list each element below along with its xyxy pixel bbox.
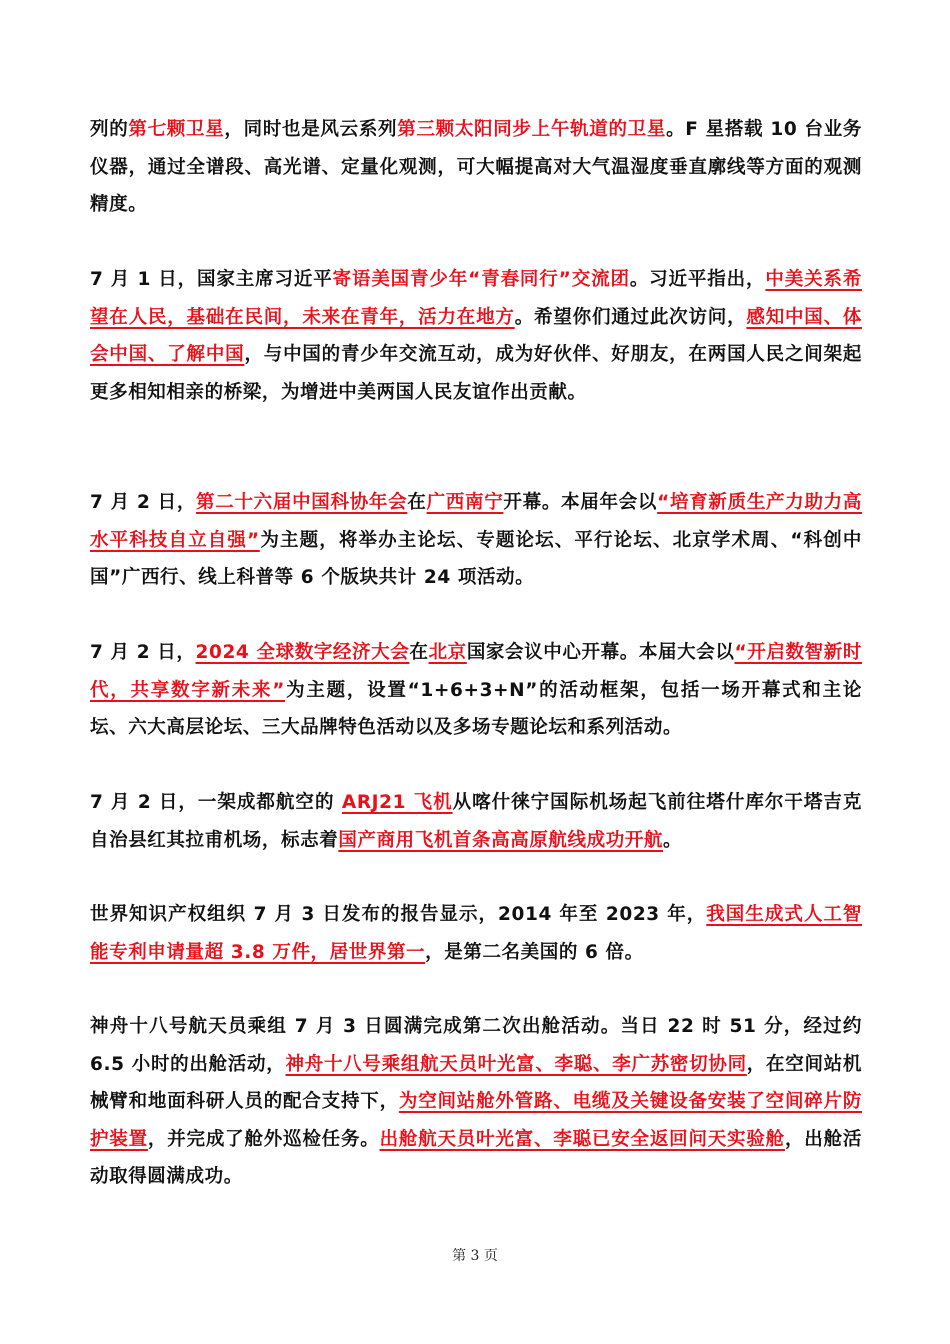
highlighted-text: “培育新质生产力助力高水平科技自立自强” <box>90 492 862 551</box>
highlighted-text: 2024 全球数字经济大会 <box>195 642 410 663</box>
text-segment: 神舟十八号航天员乘组 7 月 3 日圆满完成第二次出舱活动。当日 22 时 51 分，经过约 6.5 小时的出舱活动， <box>90 1016 862 1075</box>
text-segment: ，出舱活动取得圆满成功。 <box>90 1128 862 1187</box>
text-segment: 7 月 2 日， <box>90 642 196 663</box>
text-segment: 国家会议中心开幕。本届大会以 <box>466 642 735 663</box>
text-segment: ，是第二名美国的 6 倍。 <box>425 941 644 963</box>
highlighted-text: 第七颗卫星 <box>128 119 225 140</box>
highlighted-text: 中美关系希望在人民，基础在民间，未来在青年，活力在地方 <box>90 269 862 328</box>
text-segment: ，同时也是风云系列 <box>224 119 398 140</box>
text-segment: 7 月 2 日， <box>90 492 197 513</box>
highlighted-text: “开启数智新时代，共享数字新未来” <box>90 642 863 701</box>
highlighted-text: 国产商用飞机首条高高原航线成功开航 <box>338 829 664 851</box>
text-segment: 列的 <box>90 119 129 140</box>
text-segment: 在 <box>409 642 429 663</box>
paragraph-shenzhou-eva <box>90 1008 862 1196</box>
highlighted-text: 寄语美国青少年“青春同行”交流团 <box>332 269 630 290</box>
text-segment: 世界知识产权组织 7 月 3 日发布的报告显示，2014 年至 2023 年， <box>90 904 707 925</box>
text-segment: 开幕。本届年会以 <box>503 492 658 513</box>
highlighted-text: ARJ21 飞机 <box>341 792 453 813</box>
highlighted-text: 广西南宁 <box>426 492 504 513</box>
paragraph-ai-patents <box>90 896 862 971</box>
text-segment: ，并完成了舱外巡检任务。 <box>147 1128 380 1150</box>
text-segment: 为主题，将举办主论坛、专题论坛、平行论坛、北京学术周、“科创中国”广西行、线上科普等 6 个版块共计 24 项活动。 <box>90 529 863 588</box>
text-segment: 。F 星搭载 10 台业务仪器，通过全谱段、高光谱、定量化观测，可大幅提高对大气温湿度垂直廓线等方面的观测精度。 <box>90 119 862 215</box>
paragraph-arj21-route <box>90 784 862 859</box>
paragraph-cast-annual-meeting <box>90 484 862 597</box>
text-segment: 在 <box>407 492 427 513</box>
text-segment: 7 月 2 日，一架成都航空的 <box>90 792 342 813</box>
paragraph-digital-economy-conference <box>90 634 862 747</box>
highlighted-text: 北京 <box>428 642 467 663</box>
highlighted-text: 我国生成式人工智能专利申请量超 3.8 万件，居世界第一 <box>90 904 862 963</box>
text-segment: 为主题，设置“1+6+3+N”的活动框架，包括一场开幕式和主论坛、六大高层论坛、三大品牌特色活动以及多场专题论坛和系列活动。 <box>90 679 862 738</box>
text-segment: ，在空间站机械臂和地面科研人员的配合支持下， <box>90 1053 862 1112</box>
text-segment: 。习近平指出， <box>629 269 766 290</box>
text-segment: 从喀什徕宁国际机场起飞前往塔什库尔干塔吉克自治县红其拉甫机场，标志着 <box>90 792 863 851</box>
text-segment: 7 月 1 日，国家主席习近平 <box>90 269 333 290</box>
text-segment: 。希望你们通过此次访问， <box>514 306 747 328</box>
highlighted-text: 出舱航天员叶光富、李聪已安全返回问天实验舱 <box>379 1128 785 1150</box>
text-segment: 。 <box>663 829 683 851</box>
page-number: 第 3 页 <box>452 1248 498 1264</box>
highlighted-text: 感知中国、体会中国、了解中国 <box>90 306 863 365</box>
text-segment: ，与中国的青少年交流互动，成为好伙伴、好朋友，在两国人民之间架起更多相知相亲的桥梁，为增进中美两国人民友谊作出贡献。 <box>90 344 863 403</box>
highlighted-text: 为空间站舱外管路、电缆及关键设备安装了空间碎片防护装置 <box>90 1091 863 1150</box>
paragraph-fengyun-satellite <box>90 111 862 224</box>
paragraph-youth-exchange <box>90 261 862 411</box>
highlighted-text: 第三颗太阳同步上午轨道的卫星 <box>397 119 667 140</box>
highlighted-text: 第二十六届中国科协年会 <box>196 492 408 513</box>
highlighted-text: 神舟十八号乘组航天员叶光富、李聪、李广苏密切协同 <box>285 1053 747 1075</box>
